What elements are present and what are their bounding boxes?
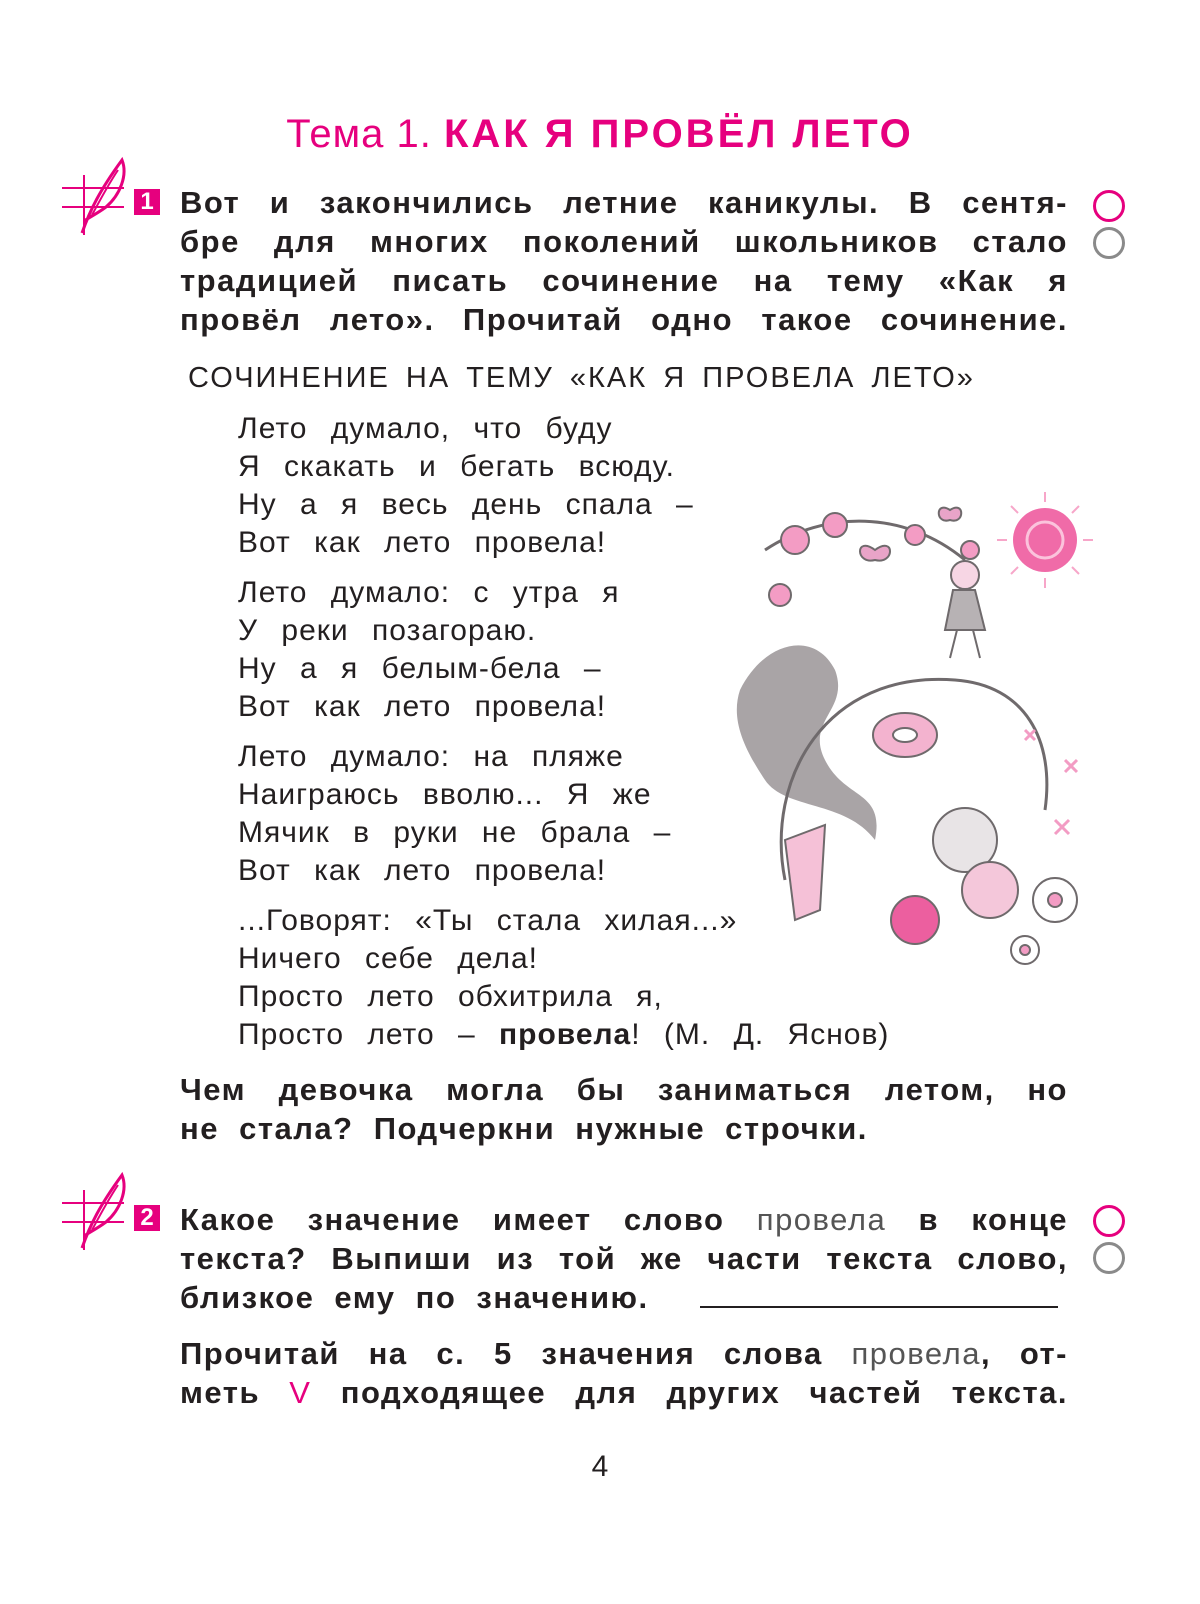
task-2-line1-word: провела: [756, 1202, 887, 1237]
poem-line: Вот как лето провела!: [238, 854, 607, 887]
intro-line: традицией писать сочинение на тему «Как я: [180, 263, 1068, 298]
hair-swirl: [737, 645, 877, 840]
answer-line[interactable]: [700, 1306, 1058, 1308]
task-2-number: 2: [134, 1205, 160, 1231]
task-1-question: [180, 1070, 1068, 1148]
task-2-line: текста? Выпиши из той же части текста слово,: [180, 1241, 1068, 1276]
self-check-circle-gray[interactable]: [1093, 227, 1125, 259]
task-2-line4-b: , от-: [980, 1336, 1068, 1371]
task-1-intro: [180, 183, 1068, 339]
poem-line: Вот как лето провела!: [238, 526, 607, 559]
poem-line: Ну а я весь день спала –: [238, 488, 694, 521]
self-check-circle-pink[interactable]: [1093, 190, 1125, 222]
task-2-line1-a: Какое значение имеет слово: [180, 1202, 757, 1237]
task-2-line: [180, 1200, 1068, 1239]
page-number: 4: [591, 1450, 609, 1483]
task-2-text: [180, 1200, 1068, 1317]
sun-icon: [997, 492, 1093, 588]
summer-illustration-image: [725, 480, 1095, 1000]
poem-last-bold: провела: [499, 1018, 632, 1051]
poem-last-after: ! (М. Д. Яснов): [631, 1018, 890, 1051]
poem-line: Я скакать и бегать всюду.: [238, 450, 675, 483]
poem-line: Ничего себе дела!: [238, 942, 538, 975]
self-check-circle-gray[interactable]: [1093, 1242, 1125, 1274]
page-title: [0, 112, 1200, 157]
summer-illustration: [725, 480, 1095, 1000]
task-2-line5-b: подходящее для других частей текста.: [311, 1375, 1068, 1410]
poem-line: ...Говорят: «Ты стала хилая...»: [238, 904, 738, 937]
daisy-icon: [1011, 878, 1077, 964]
question-line: не стала? Подчеркни нужные строчки.: [180, 1111, 868, 1146]
title-main: КАК Я ПРОВЁЛ ЛЕТО: [443, 112, 914, 156]
task-2-line: [180, 1373, 1068, 1412]
poem-line: Лето думало: на пляже: [238, 740, 624, 773]
intro-line: Вот и закончились летние каникулы. В сентя-: [180, 185, 1068, 220]
poem-line: Лето думало: с утра я: [238, 576, 620, 609]
intro-line: бре для многих поколений школьников стало: [180, 224, 1068, 259]
task-2-line: близкое ему по значению.: [180, 1280, 649, 1315]
poem-line: Мячик в руки не брала –: [238, 816, 672, 849]
poem-last-before: Просто лето –: [238, 1018, 499, 1051]
task-1-number: 1: [134, 189, 160, 215]
poem-title: СОЧИНЕНИЕ НА ТЕМУ «КАК Я ПРОВЕЛА ЛЕТО»: [188, 362, 975, 394]
intro-line: провёл лето». Прочитай одно такое сочинение.: [180, 302, 1068, 337]
poem-line: Вот как лето провела!: [238, 690, 607, 723]
poem-last-line: [238, 1016, 889, 1054]
task-2-line4-a: Прочитай на с. 5 значения слова: [180, 1336, 852, 1371]
title-prefix: Тема 1.: [286, 112, 432, 156]
task-2-line4-word: провела: [851, 1336, 981, 1371]
poem-line: Лето думало, что буду: [238, 412, 613, 445]
task-2-instruction: [180, 1334, 1068, 1412]
poem-line: У реки позагораю.: [238, 614, 537, 647]
question-line: Чем девочка могла бы заниматься летом, но: [180, 1072, 1068, 1107]
poem-line: Наиграюсь вволю... Я же: [238, 778, 652, 811]
poem-line: Просто лето обхитрила я,: [238, 980, 663, 1013]
task-2-line: [180, 1334, 1068, 1373]
task-2-line1-b: в конце: [886, 1202, 1068, 1237]
self-check-circle-pink[interactable]: [1093, 1205, 1125, 1237]
task-2-line5-a: меть: [180, 1375, 290, 1410]
girl-figure: [945, 561, 985, 658]
poem-line: Ну а я белым-бела –: [238, 652, 602, 685]
checkmark-icon: V: [289, 1375, 312, 1410]
